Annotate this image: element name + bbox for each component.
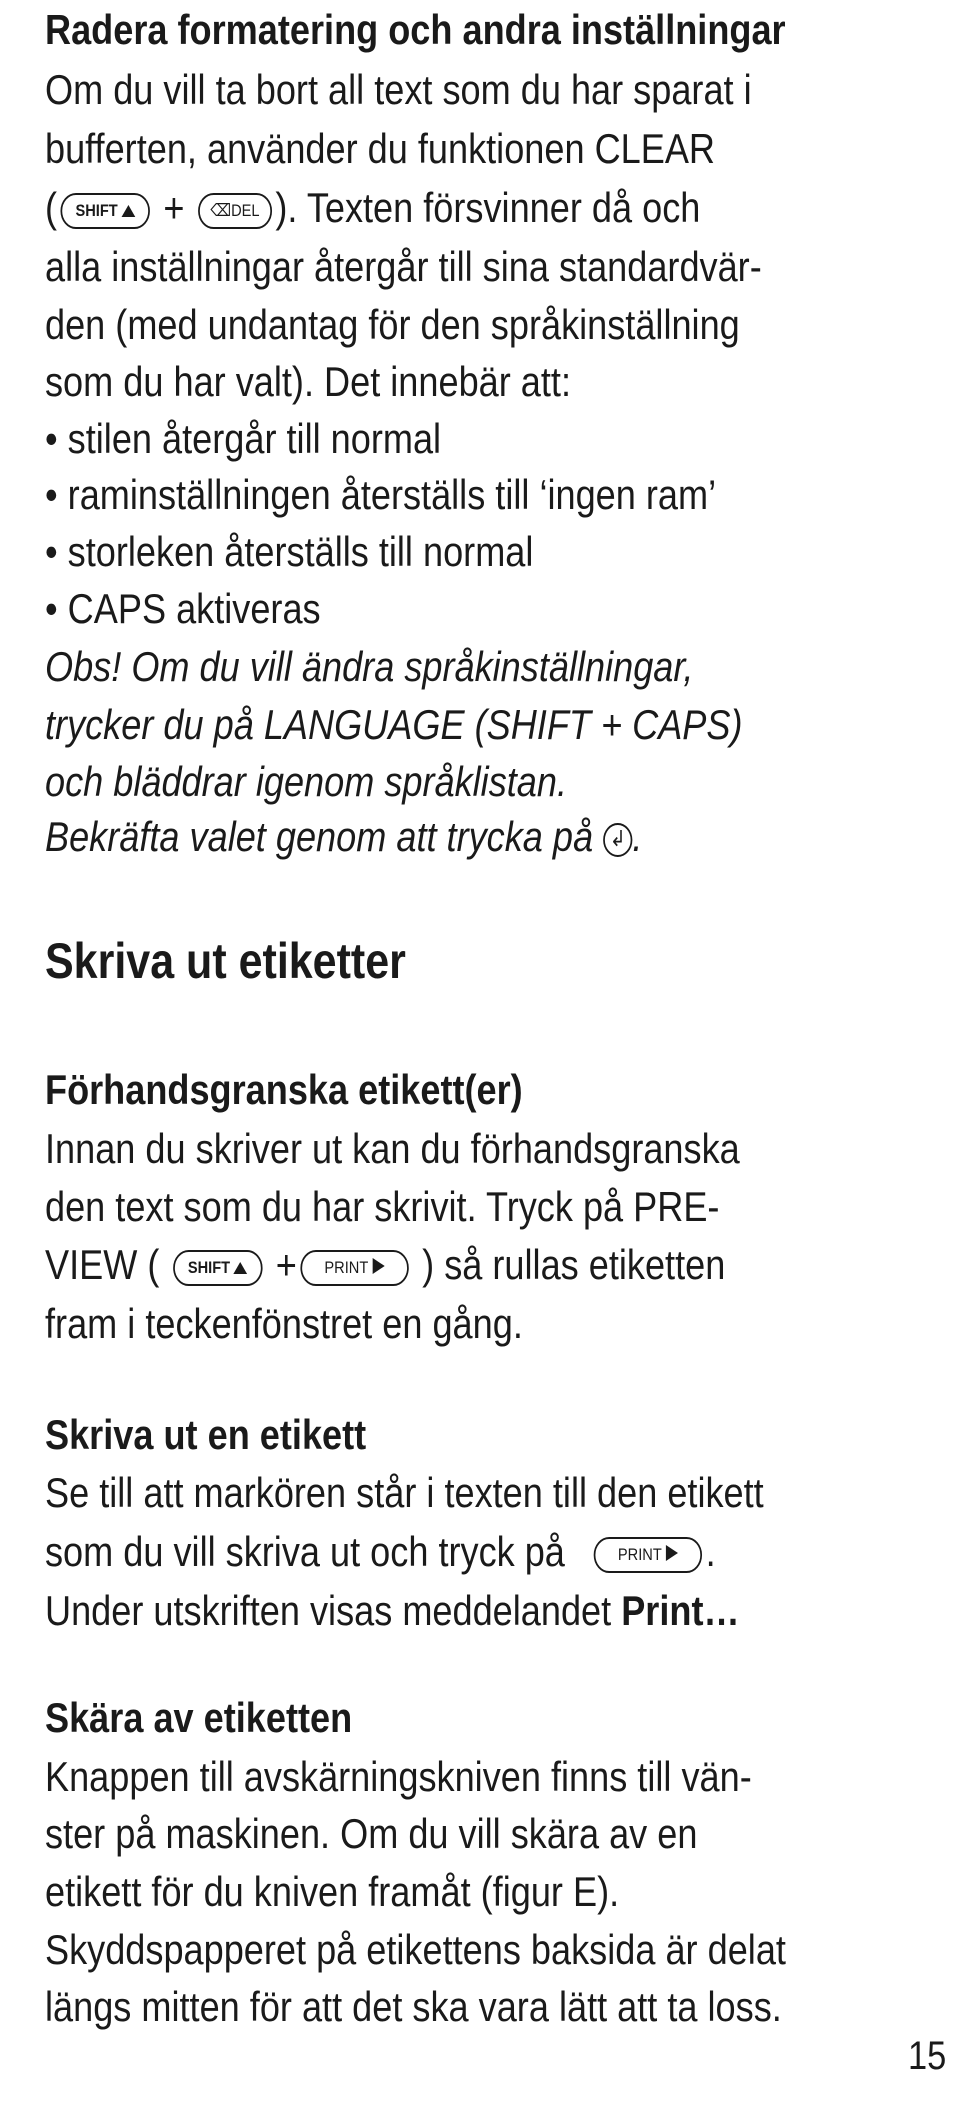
plus-sign: + [275, 1241, 297, 1288]
note-line-2: trycker du på LANGUAGE (SHIFT + CAPS) [45, 701, 743, 748]
del-key-label: DEL [231, 200, 260, 220]
enter-key-icon: ↲ [603, 823, 632, 857]
clear-text-line-3 [45, 183, 700, 233]
page-number: 15 [908, 2034, 947, 2078]
print-one-line-2 [45, 1527, 716, 1577]
note-line-3: och bläddrar igenom språklistan. [45, 758, 568, 805]
bullet-item: • storleken återställs till normal [45, 528, 534, 575]
preview-line-4: fram i teckenfönstret en gång. [45, 1300, 523, 1347]
cut-line-4: Skyddspapperet på etikettens baksida är delat [45, 1926, 786, 1973]
print-key-icon [300, 1250, 408, 1286]
preview-line-3-rest: ) så rullas etiketten [422, 1241, 726, 1288]
print-key-label: PRINT [617, 1544, 662, 1564]
cut-line-1: Knappen till avskärningskniven finns till vän- [45, 1753, 752, 1800]
clear-text-line-5: den (med undantag för den språkinställning [45, 301, 740, 348]
shift-arrow-icon [121, 205, 135, 217]
heading-print-one: Skriva ut en etikett [45, 1411, 367, 1458]
note-line-4-end: . [632, 813, 643, 860]
print-arrow-icon [373, 1258, 385, 1274]
paren-open: ( [45, 184, 58, 231]
plus-sign: + [163, 184, 185, 231]
preview-line-3 [45, 1240, 725, 1290]
clear-text-line-3-rest: ). Texten försvinner då och [275, 184, 701, 231]
print-one-line-3-text: Under utskriften visas meddelandet [45, 1587, 612, 1634]
bullet-item: • raminställningen återställs till ‘ingen ram’ [45, 471, 717, 518]
clear-text-line-4: alla inställningar återgår till sina standardvär- [45, 243, 762, 290]
shift-key-icon [173, 1250, 262, 1286]
cut-line-3: etikett för du kniven framåt (figur E). [45, 1868, 620, 1915]
note-line-1: Obs! Om du vill ändra språkinställningar, [45, 643, 694, 690]
print-one-line-3 [45, 1586, 740, 1636]
print-message: Print… [621, 1587, 740, 1634]
print-one-line-1: Se till att markören står i texten till den etikett [45, 1469, 764, 1516]
clear-text-line-1: Om du vill ta bort all text som du har sparat i [45, 66, 752, 113]
shift-key-label: SHIFT [75, 200, 118, 220]
backspace-symbol: ⌫ [210, 200, 232, 220]
clear-text-line-2: bufferten, använder du funktionen CLEAR [45, 125, 716, 172]
del-key-icon [198, 193, 272, 229]
cut-line-2: ster på maskinen. Om du vill skära av en [45, 1810, 698, 1857]
preview-line-2: den text som du har skrivit. Tryck på PRE- [45, 1183, 720, 1230]
note-line-4-text: Bekräfta valet genom att trycka på [45, 813, 594, 860]
shift-key-label: SHIFT [187, 1257, 231, 1277]
heading-print-labels: Skriva ut etiketter [45, 933, 406, 989]
print-one-line-2-end: . [705, 1528, 716, 1575]
preview-line-1: Innan du skriver ut kan du förhandsgranska [45, 1125, 740, 1172]
shift-key-icon [60, 193, 149, 229]
bullet-item: • stilen återgår till normal [45, 415, 442, 462]
bullet-item: • CAPS aktiveras [45, 585, 321, 632]
cut-line-5: längs mitten för att det ska vara lätt att ta loss. [45, 1983, 782, 2030]
print-key-label: PRINT [324, 1257, 369, 1277]
shift-arrow-icon [234, 1262, 248, 1274]
note-line-4 [45, 812, 642, 862]
heading-clear-formatting: Radera formatering och andra inställningar [45, 6, 786, 53]
heading-preview: Förhandsgranska etikett(er) [45, 1066, 523, 1113]
clear-text-line-6: som du har valt). Det innebär att: [45, 358, 571, 405]
heading-cut-label: Skära av etiketten [45, 1694, 353, 1741]
preview-line-3-open: VIEW ( [45, 1241, 160, 1288]
print-one-line-2-text: som du vill skriva ut och tryck på [45, 1528, 565, 1575]
print-arrow-icon [666, 1545, 678, 1561]
print-key-icon [594, 1537, 702, 1573]
